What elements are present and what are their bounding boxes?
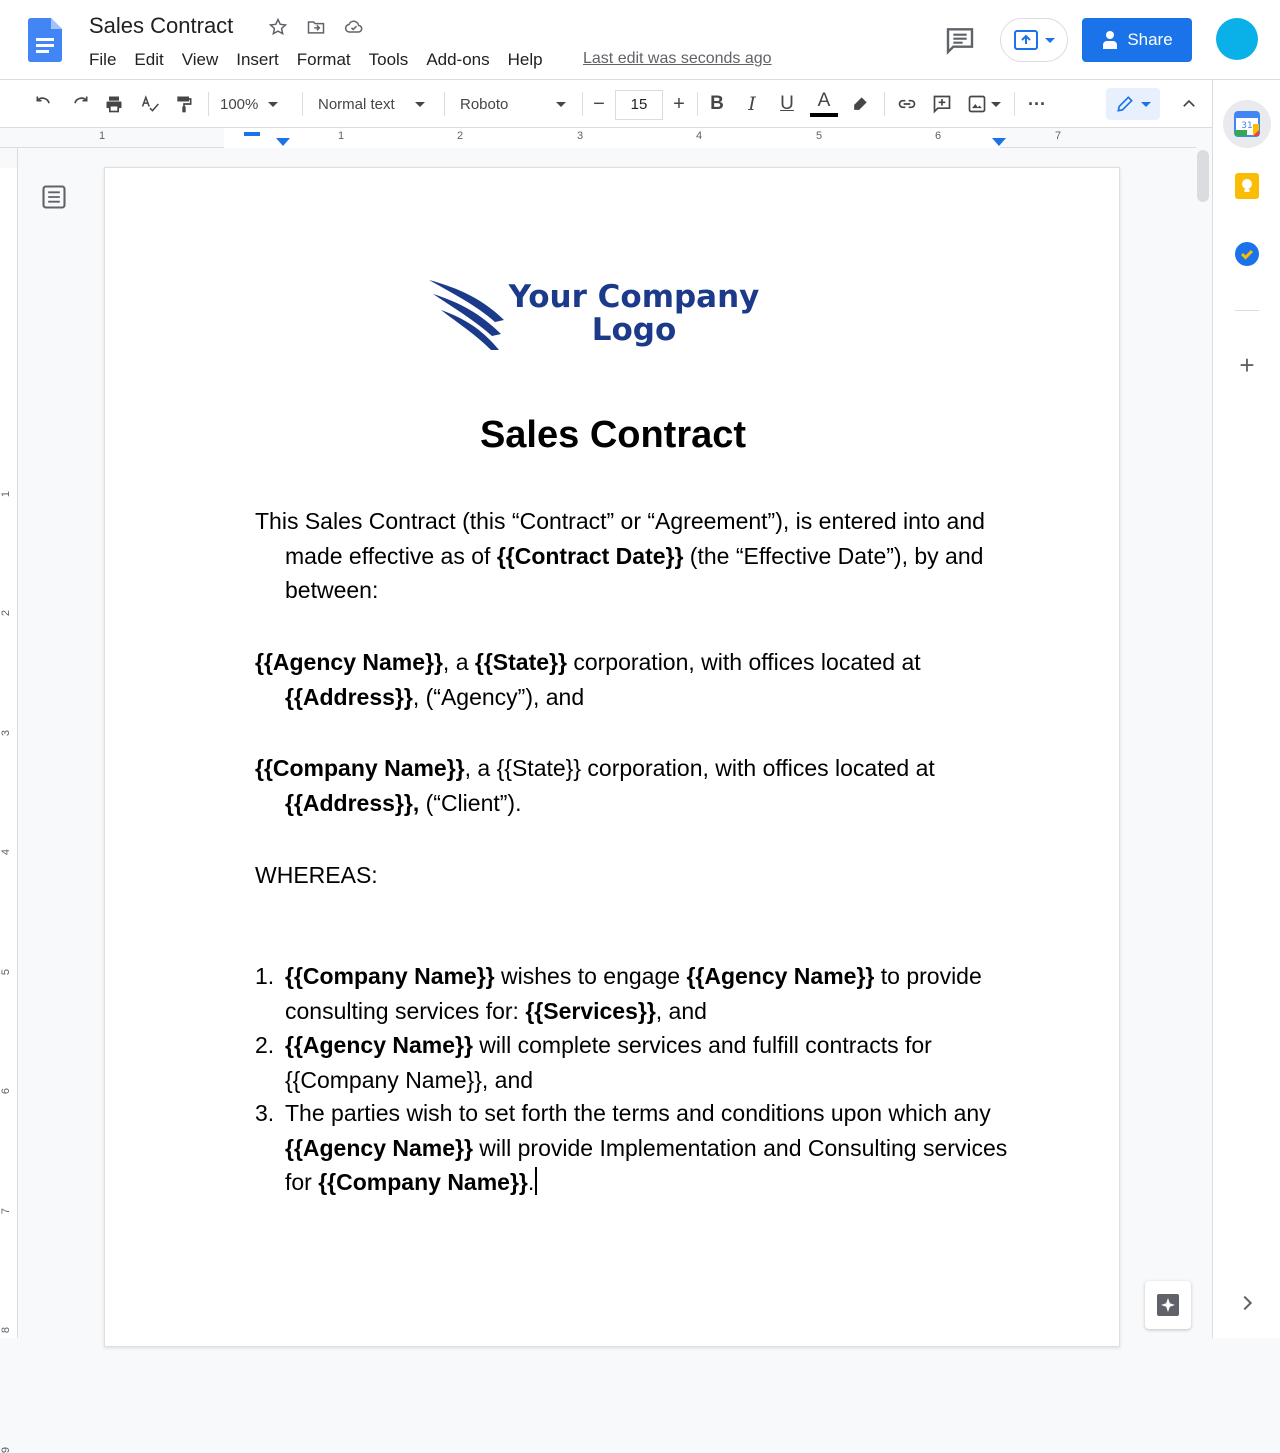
- underline-button[interactable]: U: [780, 93, 794, 114]
- side-panel: [1212, 80, 1280, 1338]
- cloud-saved-icon[interactable]: [342, 15, 366, 39]
- ruler-number: 1: [0, 490, 13, 498]
- vertical-ruler[interactable]: [0, 148, 18, 1453]
- left-indent-marker[interactable]: [276, 138, 290, 146]
- list-number: 1.: [255, 963, 275, 989]
- text-run: (“Client”).: [419, 789, 522, 816]
- address-placeholder: {{Address}},: [285, 789, 420, 816]
- text-run: will provide Implementation and Consulting services for: [285, 1134, 1008, 1195]
- font-value: Roboto: [460, 95, 509, 113]
- share-label: Share: [1127, 30, 1173, 49]
- text-cursor: [535, 1167, 537, 1195]
- text-run: , and: [655, 997, 707, 1024]
- calendar-icon: [1234, 111, 1260, 137]
- insert-image-button[interactable]: [964, 90, 1004, 118]
- text-run: .: [527, 1169, 535, 1195]
- ruler-number: 5: [816, 130, 823, 142]
- docs-logo-icon[interactable]: [28, 18, 62, 62]
- intro-text-2: (the “Effective Date”), by and between:: [285, 542, 984, 603]
- app-header: [0, 0, 1280, 80]
- text-run: The parties wish to set forth the terms and conditions upon which any: [285, 1100, 991, 1126]
- ruler-number: 6: [935, 130, 942, 142]
- menu-view[interactable]: View: [181, 50, 219, 69]
- insert-link-icon[interactable]: [894, 90, 920, 118]
- text-color-label: A: [817, 89, 831, 111]
- whereas-heading: WHEREAS:: [255, 862, 378, 888]
- formatting-toolbar: [0, 80, 1212, 128]
- contract-date-placeholder: {{Contract Date}}: [496, 542, 684, 569]
- menu-edit[interactable]: Edit: [134, 50, 164, 69]
- company-name-placeholder: {{Company Name}}: [255, 755, 465, 781]
- menu-insert[interactable]: Insert: [236, 50, 279, 69]
- paint-format-icon[interactable]: [172, 90, 196, 118]
- text-run: wishes to engage: [494, 963, 687, 989]
- text-run: to provide consulting services for:: [285, 963, 982, 1024]
- bold-button[interactable]: B: [710, 93, 724, 114]
- agency-paragraph: [255, 645, 1015, 714]
- agency-name-placeholder: {{Agency Name}}: [285, 1134, 473, 1161]
- ruler-number: 7: [1055, 130, 1062, 142]
- user-avatar[interactable]: [1216, 18, 1258, 60]
- document-heading: Sales Contract: [479, 414, 747, 456]
- zoom-select[interactable]: [220, 90, 292, 118]
- calendar-button[interactable]: [1223, 100, 1271, 148]
- ruler-number: 5: [0, 968, 13, 976]
- intro-paragraph: [255, 504, 1015, 608]
- services-placeholder: {{Services}}: [525, 997, 656, 1024]
- add-ons-plus-icon[interactable]: +: [1239, 349, 1255, 380]
- print-icon[interactable]: [102, 90, 126, 118]
- list-item: [255, 959, 1015, 1028]
- ruler-number: 2: [457, 130, 464, 142]
- chevron-down-icon: [1045, 38, 1055, 43]
- pencil-icon: [1115, 94, 1135, 114]
- intro-text-1: This Sales Contract (this “Contract” or “Agreement”), is entered into and made effective as of: [255, 508, 985, 569]
- highlight-color-icon[interactable]: [848, 90, 872, 118]
- image-icon: [967, 94, 987, 114]
- svg-text:31: 31: [1241, 121, 1253, 131]
- present-icon: [1013, 29, 1039, 51]
- list-number: 2.: [255, 1032, 275, 1058]
- tasks-icon[interactable]: [1234, 241, 1260, 267]
- agency-name-placeholder: {{Agency Name}}: [285, 1032, 473, 1058]
- agency-name-placeholder: {{Agency Name}}: [255, 649, 443, 675]
- chevron-down-icon: [415, 102, 425, 107]
- explore-sparkle-icon: [1156, 1293, 1180, 1317]
- ruler-number: 4: [0, 848, 13, 856]
- text-run: , a {{State}} corporation, with offices located at: [464, 755, 935, 781]
- agency-name-placeholder: {{Agency Name}}: [686, 963, 875, 989]
- ruler-number: 8: [0, 1326, 13, 1334]
- chevron-right-icon[interactable]: [1236, 1292, 1258, 1314]
- decrease-font-size-icon[interactable]: −: [593, 92, 605, 115]
- ruler-number: 4: [696, 130, 703, 142]
- text-run: , a: [442, 649, 475, 675]
- ruler-number: 6: [0, 1087, 13, 1095]
- ruler-number: 2: [0, 609, 13, 617]
- redo-icon[interactable]: [68, 90, 92, 118]
- menu-format[interactable]: Format: [296, 50, 351, 69]
- chevron-down-icon: [268, 102, 278, 107]
- document-title[interactable]: Sales Contract: [89, 13, 234, 38]
- more-options-icon[interactable]: ···: [1028, 93, 1046, 114]
- insert-comment-icon[interactable]: [930, 90, 954, 118]
- ruler-number: 3: [0, 729, 13, 737]
- hide-menus-icon[interactable]: [1178, 90, 1200, 118]
- editing-mode-button[interactable]: [1106, 88, 1160, 120]
- spellcheck-icon[interactable]: [137, 90, 163, 118]
- state-placeholder: {{State}}: [474, 649, 567, 675]
- text-run: will complete services and fulfill contracts for {{Company Name}}, and: [285, 1032, 932, 1093]
- list-number: 3.: [255, 1100, 275, 1126]
- paragraph-style-value: Normal text: [318, 95, 395, 113]
- font-select[interactable]: [460, 90, 574, 118]
- undo-icon[interactable]: [32, 90, 56, 118]
- text-run: corporation, with offices located at: [566, 649, 921, 675]
- menu-file[interactable]: File: [89, 50, 117, 69]
- horizontal-ruler[interactable]: [0, 128, 1196, 148]
- ruler-number: 1: [99, 130, 106, 142]
- company-name-placeholder: {{Company Name}}: [318, 1169, 528, 1195]
- chevron-down-icon: [1141, 102, 1151, 107]
- first-line-indent-marker[interactable]: [244, 132, 260, 136]
- italic-button[interactable]: I: [748, 93, 756, 115]
- text-run: , (“Agency”), and: [412, 683, 585, 710]
- ruler-number: 1: [338, 130, 345, 142]
- comment-history-icon[interactable]: [944, 24, 976, 56]
- document-page[interactable]: [104, 167, 1120, 1347]
- document-outline-icon[interactable]: [40, 183, 68, 211]
- present-button[interactable]: [1000, 18, 1068, 62]
- last-edit-link[interactable]: Last edit was seconds ago: [583, 50, 772, 67]
- logo-line-1: Your Company: [508, 279, 760, 315]
- zoom-value: 100%: [220, 95, 259, 113]
- address-placeholder: {{Address}}: [285, 683, 413, 710]
- menu-tools[interactable]: Tools: [368, 50, 409, 69]
- right-indent-marker[interactable]: [992, 138, 1006, 146]
- list-item: [255, 1028, 1015, 1097]
- chevron-down-icon: [991, 102, 1001, 107]
- text-color-swatch: [810, 113, 838, 117]
- move-to-folder-icon[interactable]: [304, 15, 328, 39]
- paragraph-style-select[interactable]: [318, 90, 432, 118]
- company-name-placeholder: {{Company Name}}: [285, 963, 495, 989]
- ruler-number: 7: [0, 1207, 13, 1215]
- ruler-number: 3: [577, 130, 584, 142]
- menu-bar: [80, 48, 552, 72]
- menu-add-ons[interactable]: Add-ons: [426, 50, 490, 69]
- list-item: [255, 1096, 1015, 1200]
- share-button[interactable]: [1082, 18, 1192, 62]
- chevron-down-icon: [556, 102, 566, 107]
- company-paragraph: [255, 751, 1015, 820]
- lock-person-icon: [1101, 30, 1119, 50]
- font-size-input[interactable]: 15: [615, 90, 663, 120]
- text-color-button[interactable]: [810, 90, 838, 118]
- menu-help[interactable]: Help: [507, 50, 543, 69]
- logo-line-2: Logo: [591, 312, 677, 348]
- keep-icon[interactable]: [1234, 173, 1260, 199]
- star-icon[interactable]: [266, 15, 290, 39]
- increase-font-size-icon[interactable]: +: [673, 92, 685, 115]
- scrollbar-thumb[interactable]: [1197, 150, 1209, 202]
- explore-button[interactable]: [1145, 1281, 1191, 1329]
- company-logo-text: [503, 281, 765, 347]
- ruler-number: 9: [0, 1446, 13, 1453]
